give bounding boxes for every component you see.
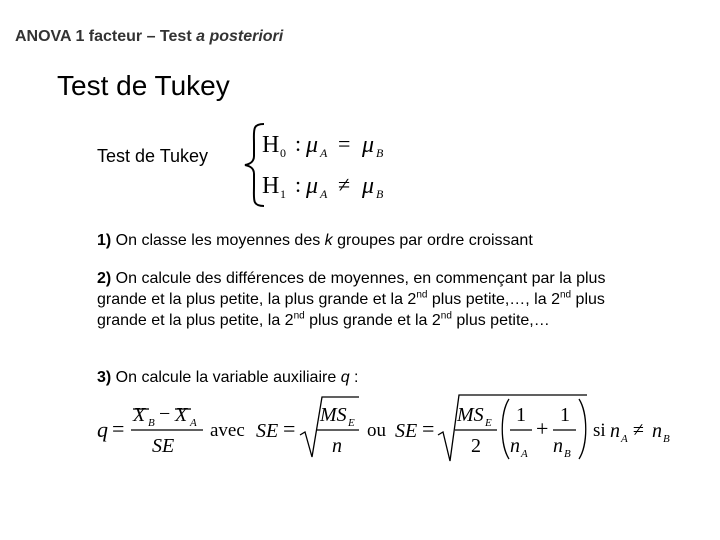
header-title [15,28,283,46]
formula-avec: avec [210,420,245,441]
slide-title: Test de Tukey [57,70,230,101]
step-3-text-a: On calcule la variable auxiliaire [111,369,341,386]
step-1-text-b: groupes par ordre croissant [332,232,533,249]
formula-ms-2: MS [457,404,484,426]
formula-cond-nb: n [652,420,662,442]
formula-plus: + [536,416,549,441]
h1-symbol: H [262,173,280,199]
h1-sub-b: B [376,187,384,201]
formula-neq: ≠ [633,419,644,441]
h0-mu-a: μ [306,132,319,158]
h1-sub-a: A [320,187,328,201]
h0-sub-b: B [376,146,384,160]
hypotheses-label: Test de Tukey [97,146,209,166]
formula-xb-sub: B [148,417,155,429]
step-2-sup-4: nd [440,310,452,322]
h0-mu-b: μ [362,132,375,158]
formula-se-1: SE [152,435,175,457]
formula-eq-2: = [283,416,296,441]
step-2-number: 2) [97,270,112,287]
step-2-text-3: plus grande et la plus petite, la 2 [97,291,605,329]
h1-mu-b: μ [362,173,375,199]
paren-right [579,399,586,459]
paren-left [502,399,509,459]
formula-eq-3: = [422,416,435,441]
step-1-text-a: On classe les moyennes des [111,232,325,249]
formula-se-3: SE [395,420,418,442]
step-3-text-b: : [349,369,359,386]
formula-xa: X [175,404,188,426]
formula-na-sub: A [521,448,528,460]
header-title-italic: a posteriori [196,28,284,45]
h0-symbol: H [262,132,280,158]
formula-ms-1-sub: E [348,417,355,429]
formula-q: q [97,417,108,442]
hypotheses-formula [240,120,410,210]
formula-minus: − [159,403,171,425]
formula-si: si [593,420,606,441]
step-2-text-5: plus petite,… [451,312,550,329]
h1-mu-a: μ [306,173,319,199]
formula-ms-1: MS [320,404,347,426]
formula-xa-sub: A [190,417,197,429]
formula-ms-2-sub: E [485,417,492,429]
h1-colon: : [295,172,302,197]
q-formula [95,393,685,468]
h0-subscript: 0 [280,146,286,160]
formula-one-2: 1 [560,404,570,426]
step-1-number: 1) [97,232,112,249]
formula-cond-na: n [610,420,620,442]
formula-n-1: n [332,435,342,457]
step-2 [97,268,622,331]
formula-cond-nb-sub: B [663,433,670,445]
formula-nb: n [553,435,563,457]
formula-eq-1: = [112,416,125,441]
step-3-number: 3) [97,369,112,386]
h1-subscript: 1 [280,187,286,201]
h1-not-equal: ≠ [338,172,351,197]
step-3 [97,367,358,388]
step-2-sup-1: nd [416,289,428,301]
formula-na: n [510,435,520,457]
step-2-sup-2: nd [559,289,572,301]
formula-nb-sub: B [564,448,571,460]
formula-two: 2 [471,435,481,457]
step-2-sup-3: nd [293,310,305,322]
step-1 [97,230,533,251]
step-2-text-2: plus petite,…, la 2 [427,291,560,308]
formula-xb: X [133,404,146,426]
step-1-k: k [324,232,333,249]
h0-colon: : [295,131,302,156]
step-3-q: q [340,369,350,386]
h0-equal: = [338,131,351,156]
header-title-text: ANOVA 1 facteur – Test [15,28,197,45]
step-2-text-1: On calcule des différences de moyennes, en commençant par la plus grande et la plus petite, la plus grande et la 2 [97,270,606,308]
formula-one-1: 1 [516,404,526,426]
formula-se-2: SE [256,420,279,442]
formula-ou: ou [367,420,386,441]
formula-cond-na-sub: A [621,433,628,445]
step-2-text-4: plus grande et la 2 [304,312,441,329]
h0-sub-a: A [320,146,328,160]
